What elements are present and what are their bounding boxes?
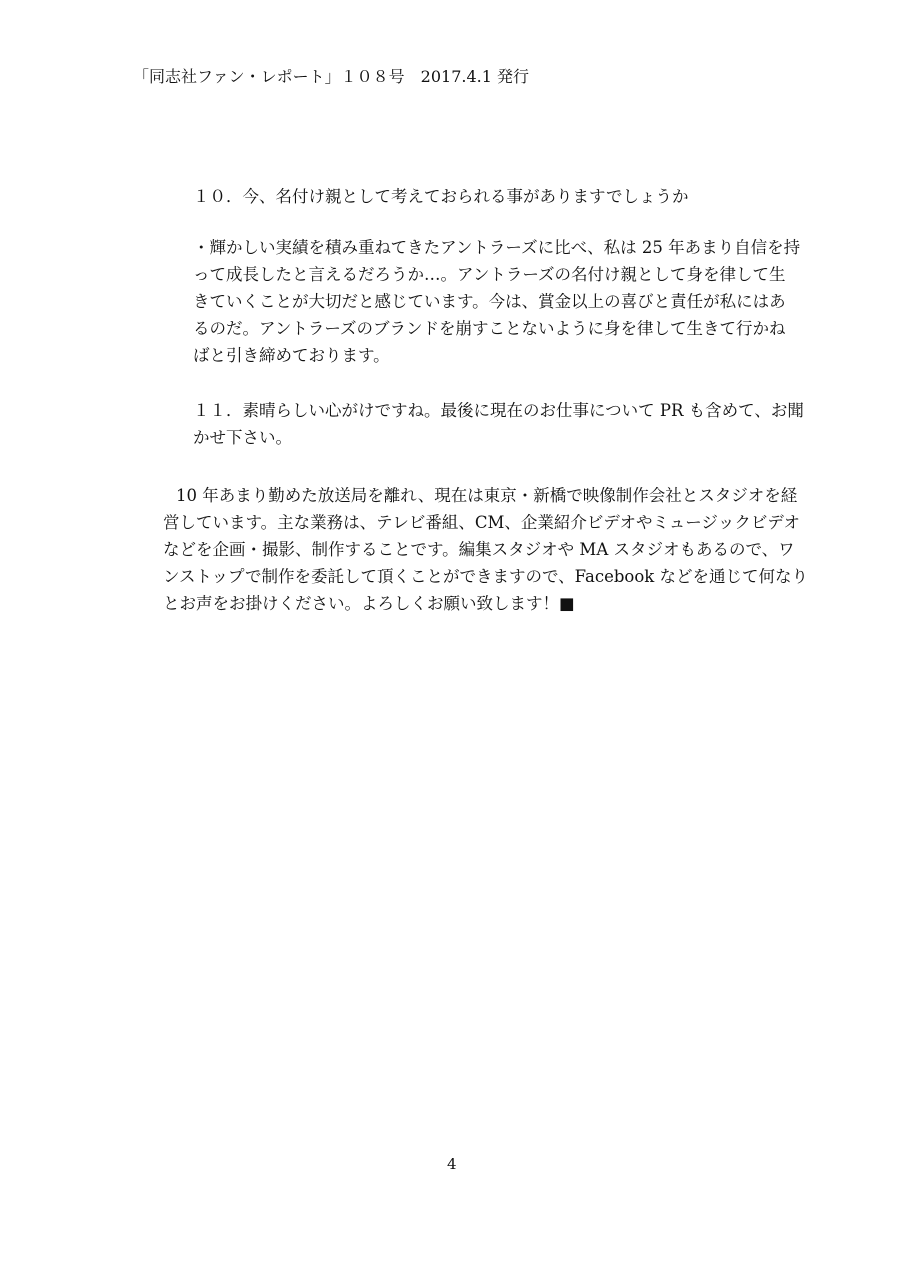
answer-11-line: とお声をお掛けください。よろしくお願い致します！■ xyxy=(163,594,575,613)
running-header: 「同志社ファン・レポート」１０８号 2017.4.1 発行 xyxy=(133,67,530,86)
answer-10-line: るのだ。アントラーズのブランドを崩すことないように身を律して生きて行かね xyxy=(193,319,786,338)
question-10: １０．今、名付け親として考えておられる事がありますでしょうか xyxy=(193,187,689,206)
page-number: 4 xyxy=(447,1155,457,1173)
answer-10-line: ・輝かしい実績を積み重ねてきたアントラーズに比べ、私は 25 年あまり自信を持 xyxy=(193,238,801,257)
answer-10-line: って成長したと言えるだろうか…。アントラーズの名付け親として身を律して生 xyxy=(193,265,786,284)
answer-11-line: ンストップで制作を委託して頂くことができますので、Facebook などを通じて何なり xyxy=(163,567,809,586)
answer-11-line: 営しています。主な業務は、テレビ番組、CM、企業紹介ビデオやミュージックビデオ xyxy=(163,513,801,532)
answer-10-line: きていくことが大切だと感じています。今は、賞金以上の喜びと責任が私にはあ xyxy=(193,292,786,311)
question-11-line: かせ下さい。 xyxy=(193,428,292,447)
question-11-line: １１．素晴らしい心がけですね。最後に現在のお仕事について PR も含めて、お聞 xyxy=(193,401,804,420)
answer-11-line: などを企画・撮影、制作することです。編集スタジオや MA スタジオもあるので、ワ xyxy=(163,540,795,559)
answer-11-line: 10 年あまり勤めた放送局を離れ、現在は東京・新橋で映像制作会社とスタジオを経 xyxy=(176,486,798,505)
answer-10-line: ばと引き締めております。 xyxy=(193,346,390,365)
